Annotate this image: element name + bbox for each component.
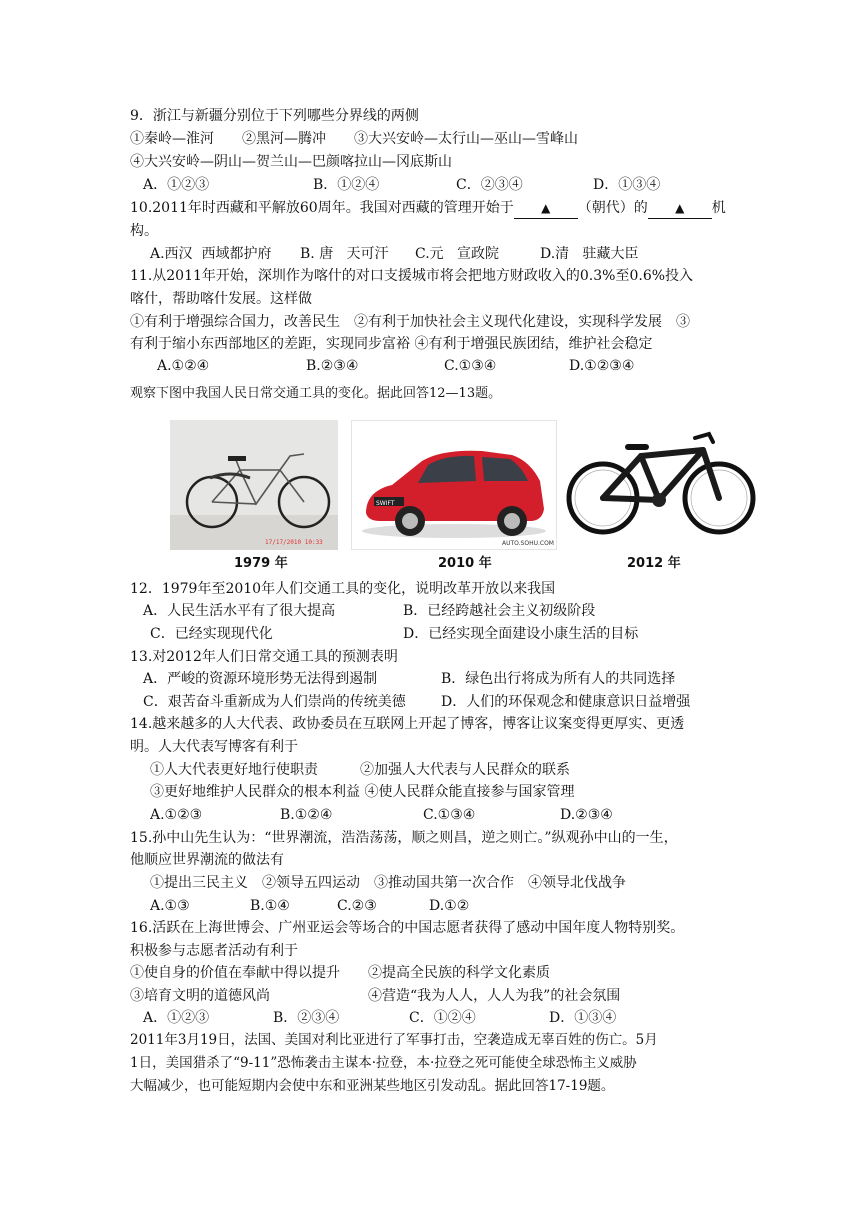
q10-options [150, 244, 639, 264]
q11-option-d: D.①②③④ [569, 358, 635, 374]
q10-blank-2: ▲ [648, 198, 712, 219]
q10-option-a: A.西汉 西域都护府 [150, 246, 272, 262]
q14-stem-a: 14.越来越多的人大代表、政协委员在互联网上开起了博客，博客让议案变得更厚实、更透 [130, 716, 685, 732]
q11-options [157, 356, 634, 376]
q16-stem-b: 积极参与志愿者活动有利于 [130, 943, 298, 959]
q10-option-c: C.元 宣政院 [415, 246, 500, 262]
q15-option-d: D.①② [429, 898, 470, 914]
q9-option-c: C．②③④ [456, 177, 523, 193]
intro-q17-19-line2: 1日，美国猎杀了“9-11”恐怖袭击主谋本·拉登，本·拉登之死可能使全球恐怖主义威胁 [130, 1055, 637, 1071]
q10-stem-cont: 构。 [130, 223, 158, 239]
image-1979-stamp: 17/17/2010 10:33 [265, 539, 323, 546]
q15-option-c: C.②③ [337, 898, 377, 914]
red-car-icon [352, 421, 556, 549]
q9-stem: 9．浙江与新疆分别位于下列哪些分界线的两侧 [130, 108, 419, 124]
image-1979-bicycle [170, 420, 338, 550]
q16-line2: ③培育文明的道德风尚 ④营造“我为人人，人人为我”的社会氛围 [130, 988, 621, 1004]
caption-1979: 1979 年 [234, 556, 288, 571]
q9-option-b: B．①②④ [313, 177, 380, 193]
image-2010-car [351, 420, 557, 550]
q11-option-b: B.②③④ [306, 358, 359, 374]
q16-options [143, 1008, 616, 1028]
q13-option-b: B．绿色出行将成为所有人的共同选择 [441, 671, 676, 687]
q12-option-a: A．人民生活水平有了很大提高 [143, 603, 336, 619]
q12-option-d: D．已经实现全面建设小康生活的目标 [403, 626, 639, 642]
caption-2012: 2012 年 [627, 556, 681, 571]
q12-option-c: C．已经实现现代化 [150, 626, 273, 642]
q14-option-c: C.①③④ [423, 807, 476, 823]
q11-line2: 有利于缩小东西部地区的差距，实现同步富裕 ④有利于增强民族团结，维护社会稳定 [130, 336, 653, 352]
q14-stem-b: 明。人大代表写博客有利于 [130, 739, 298, 755]
q14-options [150, 805, 613, 825]
q16-option-a: A．①②③ [143, 1010, 210, 1026]
q9-option-d: D．①③④ [593, 177, 661, 193]
q14-option-a: A.①②③ [150, 807, 203, 823]
q12-option-b: B．已经跨越社会主义初级阶段 [403, 603, 596, 619]
q10-option-d: D.清 驻藏大臣 [540, 246, 639, 262]
q15-options [150, 896, 469, 916]
q11-option-c: C.①③④ [444, 358, 497, 374]
q11-option-a: A.①②④ [157, 358, 210, 374]
intro-q12-13: 观察下图中我国人民日常交通工具的变化。据此回答12—13题。 [130, 386, 502, 401]
q13-option-d: D．人们的环保观念和健康意识日益增强 [441, 694, 691, 710]
q12-stem: 12．1979年至2010年人们交通工具的变化，说明改革开放以来我国 [130, 581, 556, 597]
q16-option-c: C．①②④ [409, 1010, 476, 1026]
q14-option-b: B.①②④ [280, 807, 333, 823]
q11-line1: ①有利于增强综合国力，改善民生 ②有利于加快社会主义现代化建设，实现科学发展 ③ [130, 314, 690, 330]
q14-line1: ①人大代表更好地行使职责 ②加强人大代表与人民群众的联系 [150, 762, 570, 778]
q13-option-a: A．严峻的资源环境形势无法得到遏制 [143, 671, 378, 687]
intro-q17-19-line1: 2011年3月19日，法国、美国对利比亚进行了军事打击，空袭造成无辜百姓的伤亡。5月 [130, 1032, 658, 1048]
q10-stem [130, 198, 726, 218]
q9-line1: ①秦岭—淮河 ②黑河—腾冲 ③大兴安岭—太行山—巫山—雪峰山 [130, 131, 578, 147]
image-2010-watermark: AUTO.SOHU.COM [502, 540, 554, 547]
q14-line2: ③更好地维护人民群众的根本利益 ④使人民群众能直接参与国家管理 [150, 784, 575, 800]
q11-stem-b: 喀什，帮助喀什发展。这样做 [130, 291, 312, 307]
old-bicycle-icon [170, 420, 338, 550]
q15-option-a: A.①③ [150, 898, 190, 914]
q16-stem-a: 16.活跃在上海世博会、广州亚运会等场合的中国志愿者获得了感动中国年度人物特别奖。 [130, 920, 685, 936]
q16-option-d: D．①③④ [549, 1010, 617, 1026]
q10-stem-c: 机 [711, 200, 726, 216]
q9-line2: ④大兴安岭—阴山—贺兰山—巴颜喀拉山—冈底斯山 [130, 154, 452, 170]
car-plate: SWIFT [376, 500, 395, 507]
q10-stem-a: 10.2011年时西藏和平解放60周年。我国对西藏的管理开始于 [130, 200, 514, 216]
intro-q17-19-line3: 大幅减少，也可能短期内会使中东和亚洲某些地区引发动乱。据此回答17-19题。 [130, 1078, 615, 1094]
q15-stem-a: 15.孙中山先生认为：“世界潮流，浩浩荡荡，顺之则昌，逆之则亡。”纵观孙中山的一生， [130, 830, 678, 846]
q13-stem: 13.对2012年人们日常交通工具的预测表明 [130, 649, 398, 665]
q16-line1: ①使自身的价值在奉献中得以提升 ②提高全民族的科学文化素质 [130, 965, 550, 981]
q15-stem-b: 他顺应世界潮流的做法有 [130, 852, 284, 868]
caption-2010: 2010 年 [438, 556, 492, 571]
q10-option-b: B. 唐 天可汗 [300, 246, 389, 262]
q15-line1: ①提出三民主义 ②领导五四运动 ③推动国共第一次合作 ④领导北伐战争 [150, 875, 626, 891]
q9-option-a: A．①②③ [143, 177, 210, 193]
q13-option-c: C．艰苦奋斗重新成为人们崇尚的传统美德 [143, 694, 406, 710]
q10-stem-b: （朝代）的 [577, 200, 648, 216]
q15-option-b: B.①④ [250, 898, 290, 914]
q11-stem-a: 11.从2011年开始，深圳作为喀什的对口支援城市将会把地方财政收入的0.3%至0.6%投入 [130, 268, 694, 284]
q10-blank-1: ▲ [514, 198, 578, 219]
q14-option-d: D.②③④ [560, 807, 613, 823]
q9-options [143, 175, 660, 195]
modern-bicycle-icon [563, 420, 759, 550]
image-2012-bicycle [563, 420, 759, 550]
q16-option-b: B．②③④ [273, 1010, 340, 1026]
